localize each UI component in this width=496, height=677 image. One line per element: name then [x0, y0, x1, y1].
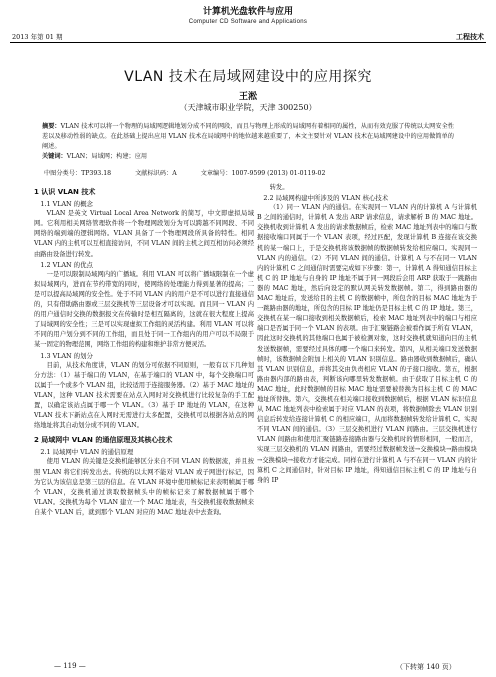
body-paragraph: （1）同一 VLAN 内的通信。在实现同一 VLAN 内的计算机 A 与计算机 B 之间的通信时，计算机 A 发出 ARP 请求信息，请求解析 B 的 MAC 地址。交换机收到计算机 A 发出的请求数据帧后，检索 MAC 地址列表中的端口与数据接收端口同属于一个 VLAN 表项，经过匹配，发现计算机 B 连接在该交换机的某一端口上，于是交换机将该数据帧的数据帧转发给相应端口。实现同一 VLAN 内的通信。（2）不同 VLAN 间的通信。计算机 A 与不在同一 VLAN 内的计算机 C 之间通信时需要完成如下步骤：第一，计算机 A 得知通信目标主机 C 的 IP 地址与自身的 IP 地址不属于同一网段后会用 ARP 获取于一跳路由器的 MAC 地址，然后向设定的默认网关转发数据帧。第二，得到路由器的 MAC 地址后，发送给目的主机 C 的数据帧中，所包含的目标 MAC 地址为于一跳路由器的地址，所包含的目标 IP 地址仍是目标主机 C 的 IP 地址。第三，交换机在某一端口接收到相关数据帧后，检索 MAC 地址列表中的端口与相应端口是否属于同一个 VLAN 的表项。由于汇聚链路会被看作属于所有 VLAN，因此这时交换机的其他端口也属于被检测对象，这时交换机就知道向目的主机发送数据帧，需要经过具体的哪一个端口来转发。第四，从相关端口发送数据帧时，该数据帧会附加上相关的 VLAN 识别信息。路由器收到数据帧后，确认其 VLAN 识别信息，并将其交由负责相应 VLAN 的子接口接收。第五，根据路由器内部的路由表，判断该向哪里转发数据帧。由于获取了目标主机 C 的 MAC 地址，此时数据帧的目标 MAC 地址需要被替换为目标主机 C 的 MAC 地址所替换。第六，交换机在相关端口接收到数据帧后，根据 VLAN 标识信息从 MAC 地址列表中检索属于对应 VLAN 的表项，将数据帧除去 VLAN 识别信息后转发给连接计算机 C 的相应端口，从而将数据帧转发给计算机 C。实现不同 VLAN 间的通信。（3）三层交换机进行 VLAN 间路由。三层交换机进行 VLAN 间路由和使用汇聚链路连接路由器与交换机时的情形相同，一般而言，实现三层交换机的 VLAN 间路由，需要经过数据帧发送→交换模块→路由模块→交换模块→接收方才能完成。同样在进行计算机 A 与不在同一 VLAN 内的计算机 C 之间通信时，针对目标 IP 地址，得知通信目标主机 C 的 IP 地址与自身的 IP [257, 204, 477, 484]
keywords-label: 关键词： [42, 153, 67, 160]
paper-author: 王淞 [238, 92, 257, 102]
left-column [34, 183, 254, 518]
subsection-heading: 1.3 VLAN 的划分 [40, 351, 93, 360]
keywords-text: VLAN；局域网；构建；应用 [66, 153, 148, 160]
body-paragraph: 转发。 [269, 184, 289, 191]
subsection-heading: 1.1 VLAN 的概念 [40, 200, 93, 209]
subsection-heading: 1.2 VLAN 的优点 [40, 260, 93, 269]
abstract-block [42, 122, 454, 162]
abstract-text: VLAN 技术可以将一个物理的局域网逻辑地划分成不同的网段，而且与物理上形成的局域网有着相同的属性，从而有效克服了传统以太网安全性差以及移动性弱的缺点。在此基础上提出应用 VLAN 技术在局域网中的地位越来越重要了，本文主要针对 VLAN 技术在局域网建设中的应用做简单的阐述。 [42, 123, 454, 150]
body-paragraph: VLAN 是英文 Virtual Local Area Network 的简写，中文即虚拟局域网。它利用相关网络管理软件将一个物理网段划分为可以跨越不同网段、不同网络的端到端的逻辑网络。VLAN 具备了一个物理网段所具备的特性。相同 VLAN 内的主机可以互相直接访问，不同 VLAN 间的主机之间互相访问必须经由路由设备进行转发。 [34, 210, 254, 258]
subsection-heading: 2.1 局域网中 VLAN 的通信原理 [40, 448, 134, 457]
journal-name-en: Computer CD Software and Applications [188, 19, 308, 25]
section-heading: 1 认识 VLAN 技术 [34, 188, 96, 196]
right-column [257, 183, 477, 486]
continued-note: （下转第 140 页） [396, 663, 456, 671]
paper-affiliation: （天津城市职业学院，天津 300250） [179, 103, 317, 112]
header-rule [10, 42, 486, 43]
section-heading: 2 局域网中 VLAN 的通信原理及其核心技术 [34, 436, 173, 445]
clc-code: 中图分类号：TP393.18 [44, 170, 112, 177]
paper-title: VLAN 技术在局域网建设中的应用探究 [124, 69, 372, 85]
abstract-label: 摘要： [42, 123, 61, 130]
running-header [0, 4, 496, 25]
body-paragraph: 一是可以限制局域网内的广播域。利用 VLAN 可以将广播域限制在一个虚拟局域网内，进而在节约带宽的同时，使网络的处理能力得到显著的提高；二是可以提高局域网的安全性。处于不同 VLAN 内的用户是不可以进行直接通信的，只有借助路由器或三层交换机等三层设备才可以实现。而且同一 VLAN 内的用户通信时交换的数据报文在传输时是相互隔离的，这就在很大程度上提高了局域网的安全性；三是可以实现虚拟工作组的灵活构建。利用 VLAN 可以将不同的用户划分到不同的工作组，而且处于同一工作组内的用户可以不局限于某一固定的物理范围，网络工作组的构建和维护非常方便灵活。 [34, 270, 254, 349]
subsection-heading: 2.2 局域网构建中所涉及的 VLAN 核心技术 [263, 194, 389, 203]
body-paragraph: 目前，从技术角度讲，VLAN 的划分可依据不同原则，一般有以下几种划分方法：（1）基于端口的 VLAN，在基于端口的 VLAN 中，每个交换端口可以属于一个或多个 VLAN 组，比较适用于连接服务器。（2）基于 MAC 地址的 VLAN，这种 VLAN 技术需要在站点入网时对交换机进行比较复杂的手工配置，以确定该站点属于哪一个 VLAN。（3）基于 IP 地址的 VLAN，在这种 VLAN 技术下新站点在入网时无需进行太多配置，交换机可以根据各站点的网络地址将其自动划分成不同的 VLAN。 [34, 361, 254, 430]
section-label: 工程技术 [456, 33, 484, 41]
issue-label: 2013 年第 01 期 [12, 33, 63, 41]
document-code: 文献标识码：A [135, 170, 177, 177]
page-number: — 119 — [54, 662, 86, 670]
journal-name: 计算机光盘软件与应用 [202, 7, 293, 17]
classification-line [44, 168, 464, 177]
body-paragraph: 使用 VLAN 的关键是交换机能够区分来自不同 VLAN 的数据流，并且按照 VLAN 将它们转发出去。传统的以太网不能对 VLAN 或子网进行标记，因为它认为该信息是第三层的信息。在 VLAN 环境中使用帧标记来表明帧属于哪个 VLAN，交换机通过读取数据帧头中的帧标记来了解数据帧属于哪个 VLAN。交换机为每个 VLAN 建立一个 MAC 地址表，当交换机接收数据帧来自某个 VLAN 后，就到那个 VLAN 对应的 MAC 地址表中去查询。 [34, 458, 254, 516]
article-number: 文章编号：1007-9599 (2013) 01-0119-02 [200, 170, 326, 177]
